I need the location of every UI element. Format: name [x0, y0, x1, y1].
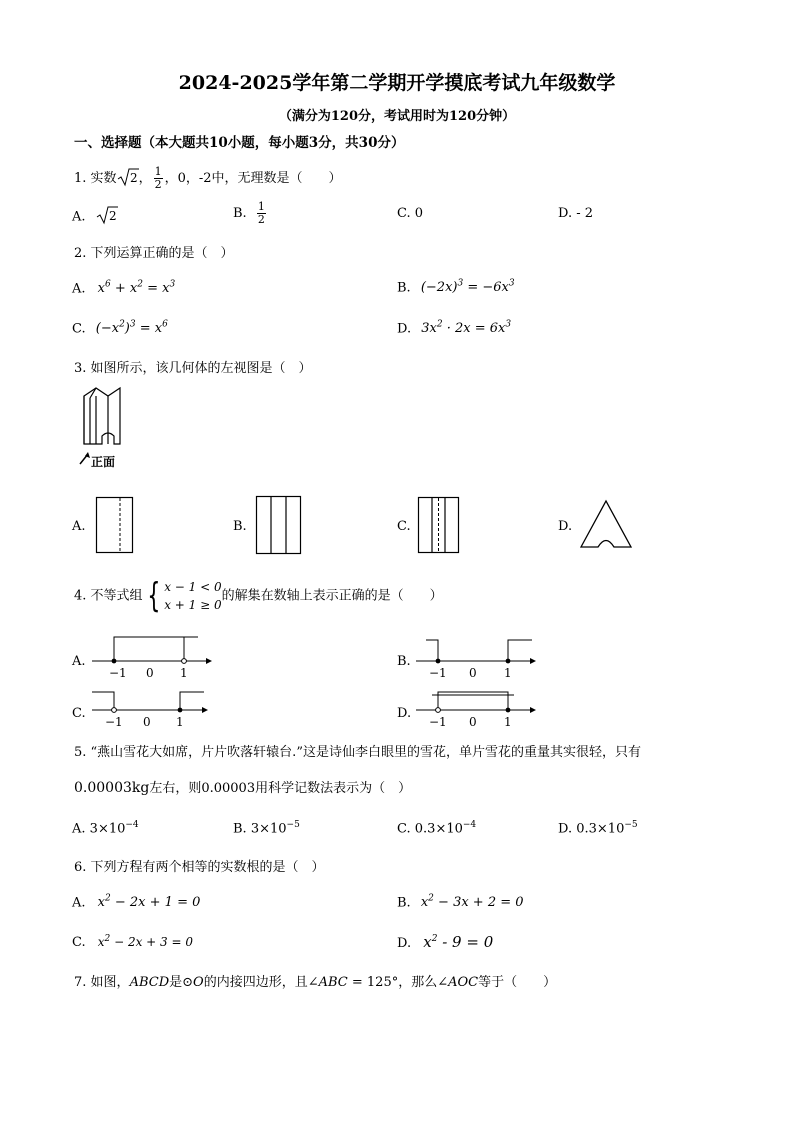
q1-option-a[interactable]: A. 2: [72, 209, 117, 225]
svg-text:−1: −1: [109, 666, 127, 680]
svg-text:2: 2: [108, 209, 117, 223]
question-7: 7. 如图，ABCD是⊙O的内接四边形，且∠ABC = 125°，那么∠AOC等于（ ）: [74, 975, 557, 990]
question-3: 3. 如图所示，该几何体的左视图是（ ）: [74, 361, 312, 376]
q4-option-b-label[interactable]: B.: [397, 654, 411, 669]
question-5-line-1: 5. “燕山雪花大如席，片片吹落轩辕台.”这是诗仙李白眼里的雪花，单片雪花的重量其实很轻，只有: [74, 745, 641, 760]
q2-option-b[interactable]: B. $(-2x)^3 = -6x^3$: [397, 279, 515, 296]
question-1: 1. 实数 2 ， $\frac{1}{2}$ ，0，-2中，无理数是（ ）: [74, 165, 342, 191]
q6-option-a[interactable]: A. $x^2 - 2x + 1 = 0$: [72, 894, 201, 911]
svg-text:−1: −1: [429, 666, 447, 680]
svg-text:1: 1: [180, 666, 188, 680]
q4-option-a-label[interactable]: A.: [72, 654, 86, 669]
q4-option-d-numberline[interactable]: [414, 686, 539, 731]
section-heading: 一、选择题（本大题共10小题，每小题3分，共30分）: [74, 135, 405, 151]
svg-text:0: 0: [469, 715, 477, 729]
q5-option-d[interactable]: D. $0.3\times 10^{-5}$: [558, 820, 638, 837]
q1-option-c[interactable]: C. 0: [397, 206, 424, 221]
q3-option-d-figure[interactable]: [580, 500, 636, 550]
q5-option-c[interactable]: C. $0.3\times 10^{-4}$: [397, 820, 477, 837]
q4-option-b-numberline[interactable]: [414, 634, 539, 679]
svg-text:0: 0: [146, 666, 154, 680]
q3-option-a-label[interactable]: A.: [72, 519, 86, 534]
q3-option-b-label[interactable]: B.: [233, 519, 247, 534]
question-4: 4. 不等式组 { x − 1 < 0 x + 1 ≥ 0 的解集在数轴上表示正确的是（ ）: [74, 576, 443, 616]
exam-subtitle: （满分为120分，考试用时为120分钟）: [278, 109, 516, 124]
sqrt-symbol: [117, 167, 139, 191]
svg-text:0: 0: [143, 715, 151, 729]
question-6: 6. 下列方程有两个相等的实数根的是（ ）: [74, 860, 325, 875]
question-5-line-2: 0.00003kg左右，则0.00003用科学记数法表示为（ ）: [74, 780, 412, 796]
q3-option-b-figure[interactable]: [256, 496, 304, 556]
fraction-half: $\frac{1}{2}$: [154, 165, 162, 191]
q2-option-d[interactable]: D. $3x^2 \cdot 2x = 6x^3$: [397, 320, 512, 337]
exam-title: 2024-2025学年第二学期开学摸底考试九年级数学: [178, 72, 616, 94]
q6-option-d[interactable]: D. $x^2 - 9 = 0$: [397, 933, 494, 951]
solid-figure: [76, 386, 136, 471]
q4-option-d-label[interactable]: D.: [397, 706, 412, 721]
svg-text:−1: −1: [105, 715, 123, 729]
svg-text:1: 1: [176, 715, 184, 729]
q3-option-d-label[interactable]: D.: [558, 519, 573, 534]
q3-option-c-label[interactable]: C.: [397, 519, 411, 534]
q4-option-c-numberline[interactable]: [90, 686, 215, 731]
q6-option-c[interactable]: C. $x^2 - 2x + 3 = 0$: [72, 934, 194, 950]
q6-option-b[interactable]: B. $x^2 - 3x + 2 = 0$: [397, 894, 524, 911]
q1-option-b[interactable]: B. $\frac{1}{2}$: [233, 200, 265, 226]
q2-option-a[interactable]: A. $x^6 + x^2 = x^3$: [72, 280, 176, 297]
svg-text:−1: −1: [429, 715, 447, 729]
q4-option-c-label[interactable]: C.: [72, 706, 86, 721]
q2-option-c[interactable]: C. $(-x^2)^3 = x^6$: [72, 320, 168, 337]
svg-text:正面: 正面: [91, 455, 116, 469]
q5-option-a[interactable]: A. $3\times 10^{-4}$: [72, 820, 139, 837]
q4-option-a-numberline[interactable]: [90, 634, 215, 679]
q3-option-a-figure[interactable]: [96, 497, 136, 555]
q3-option-c-figure[interactable]: [418, 497, 462, 555]
svg-text:1: 1: [504, 666, 512, 680]
svg-text:1: 1: [504, 715, 512, 729]
svg-text:2: 2: [129, 170, 138, 185]
svg-text:0: 0: [469, 666, 477, 680]
question-2: 2. 下列运算正确的是（ ）: [74, 246, 234, 261]
q5-option-b[interactable]: B. $3\times 10^{-5}$: [233, 820, 300, 837]
q1-option-d[interactable]: D. - 2: [558, 206, 594, 221]
